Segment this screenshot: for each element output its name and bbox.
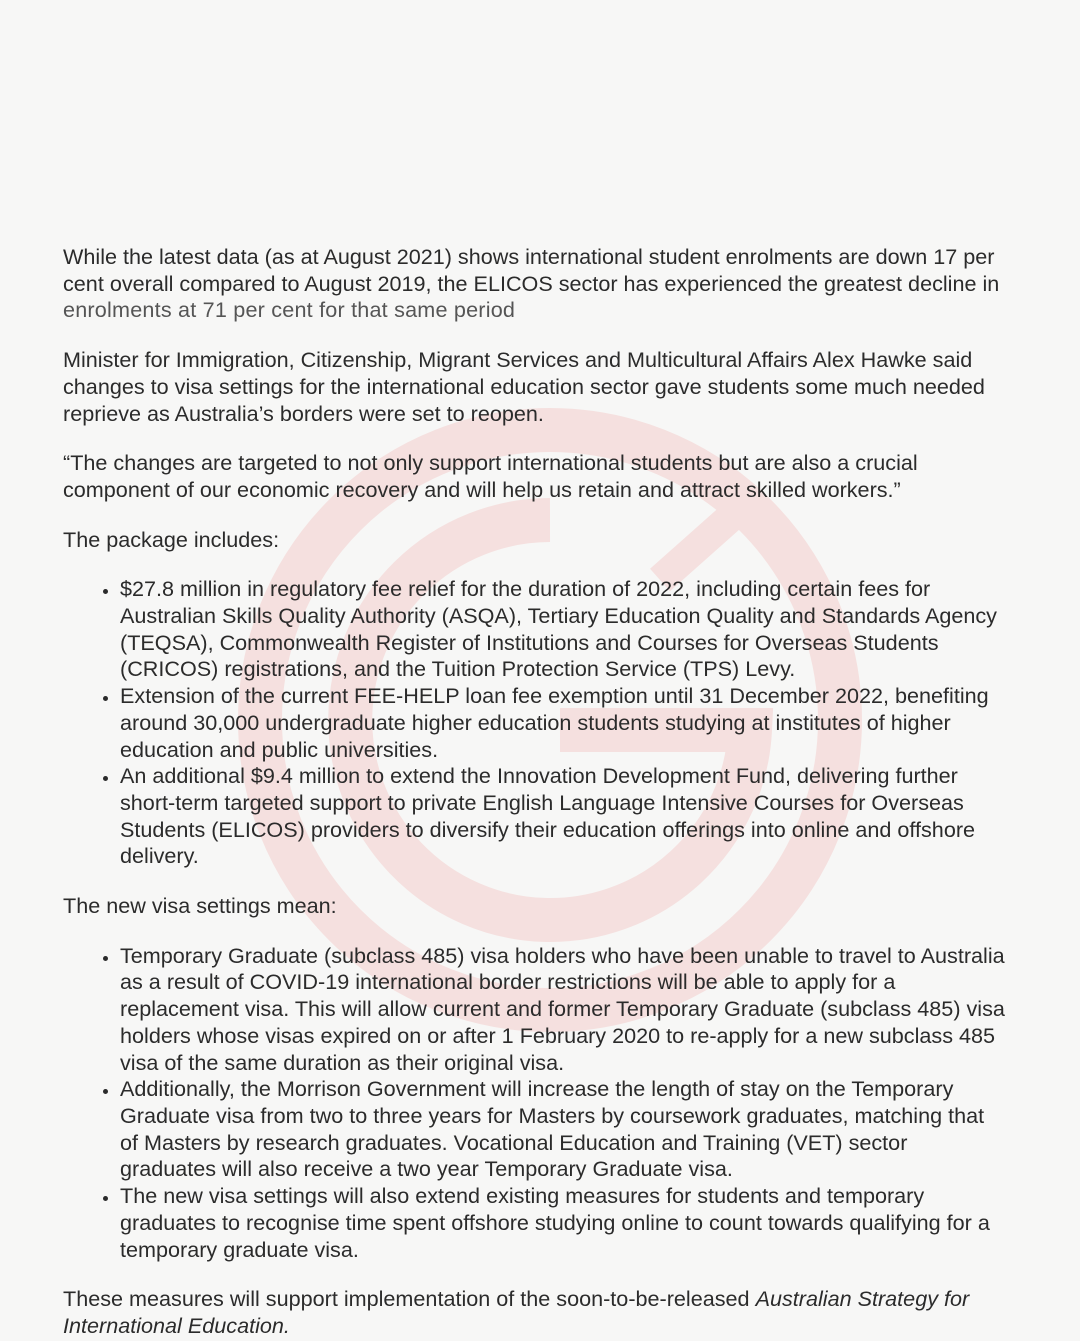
paragraph-text: While the latest data (as at August 2021) shows international student enrolments are down 17 per cent overall compared to August 2019, the ELICOS sector has experienced the greatest decline in <box>63 244 1000 296</box>
list-item: • $27.8 million in regulatory fee relief for the duration of 2022, including certain fees for Australian Skills Quality Authority (ASQA), Tertiary Education Quality and Standards Agency (TEQSA), Commonwealth Register of Institutions and Courses for Overseas Students (CRICOS) registrations, and the Tuition Protection Service (TPS) Levy. <box>120 576 1008 683</box>
paragraph-closing <box>63 1286 1008 1339</box>
list-item: • Extension of the current FEE-HELP loan fee exemption until 31 December 2022, benefiting around 30,000 undergraduate higher education students studying at institutes of higher education and public universities. <box>120 683 1008 763</box>
paragraph-faded-text: enrolments at 71 per cent for that same period <box>63 297 516 323</box>
list-item: • An additional $9.4 million to extend the Innovation Development Fund, delivering further short-term targeted support to private English Language Intensive Courses for Overseas Students (ELICOS) providers to diversify their education offerings into online and offshore delivery. <box>120 763 1008 870</box>
paragraph-quote: “The changes are targeted to not only support international students but are also a crucial component of our economic recovery and will help us retain and attract skilled workers.” <box>63 450 918 502</box>
document-body <box>63 244 1008 1341</box>
list-item: • The new visa settings will also extend existing measures for students and temporary graduates to recognise time spent offshore studying online to count towards qualifying for a temporary graduate visa. <box>120 1183 1008 1263</box>
list-item: • Temporary Graduate (subclass 485) visa holders who have been unable to travel to Australia as a result of COVID-19 international border restrictions will be able to apply for a replacement visa. This will allow current and former Temporary Graduate (subclass 485) visa holders whose visas expired on or after 1 February 2020 to re-apply for a new subclass 485 visa of the same duration as their original visa. <box>120 943 1008 1077</box>
strategy-title: Australian Strategy for International Education. <box>63 1286 970 1338</box>
visa-intro: The new visa settings mean: <box>63 893 337 919</box>
paragraph-minister-statement: Minister for Immigration, Citizenship, Migrant Services and Multicultural Affairs Alex Hawke said changes to visa settings for the international education sector gave students some much needed reprieve as Australia’s borders were set to reopen. <box>63 347 985 426</box>
paragraph-enrolment-data <box>63 244 1008 324</box>
package-intro: The package includes: <box>63 526 280 552</box>
package-list <box>63 576 1008 870</box>
closing-text: These measures will support implementation of the soon-to-be-released <box>63 1286 756 1312</box>
visa-list <box>63 943 1008 1263</box>
list-item: • Additionally, the Morrison Government will increase the length of stay on the Temporary Graduate visa from two to three years for Masters by coursework graduates, matching that of Masters by research graduates. Vocational Education and Training (VET) sector graduates will also receive a two year Temporary Graduate visa. <box>120 1076 1008 1183</box>
